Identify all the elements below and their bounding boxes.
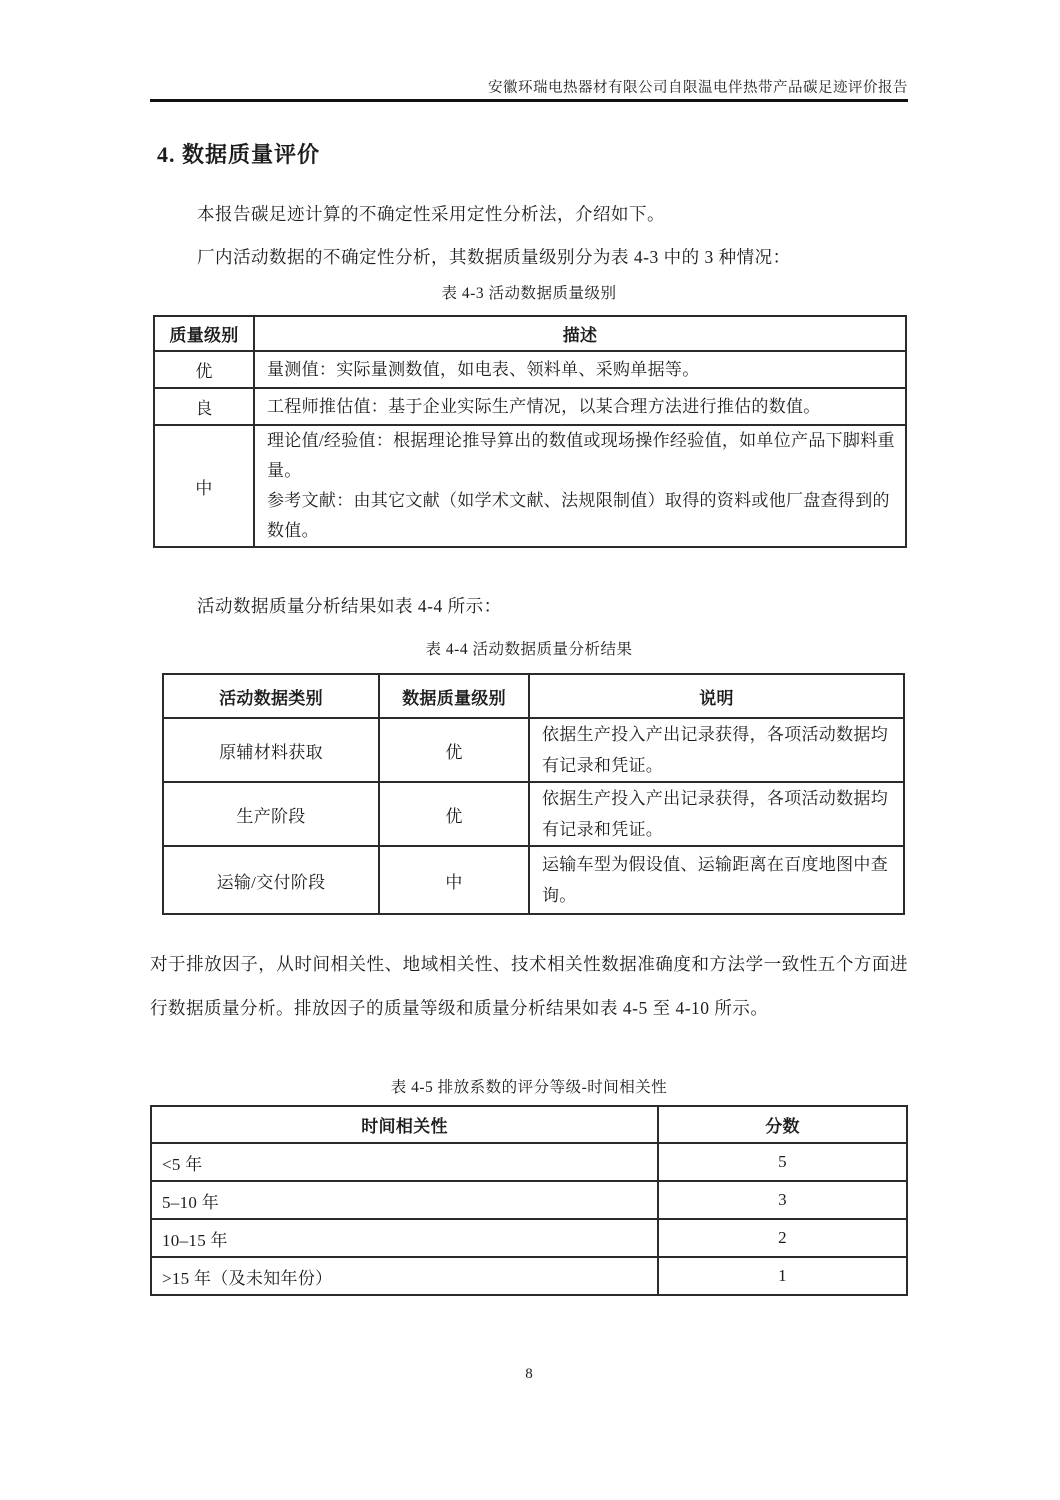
t45-range-cell: 5–10 年 xyxy=(151,1181,658,1219)
table-row xyxy=(151,1143,907,1181)
table-row xyxy=(154,425,906,547)
paragraph-analysis-result: 活动数据质量分析结果如表 4-4 所示： xyxy=(197,596,502,616)
t44-header-note: 说明 xyxy=(529,674,904,718)
table-4-5-caption: 表 4-5 排放系数的评分等级-时间相关性 xyxy=(390,1079,668,1096)
t45-score-cell: 3 xyxy=(658,1181,907,1219)
t43-desc-cell: 工程师推估值：基于企业实际生产情况，以某合理方法进行推估的数值。 xyxy=(254,388,906,425)
table-row xyxy=(163,718,904,782)
section-heading: 4. 数据质量评价 xyxy=(157,142,321,167)
t44-level-cell: 中 xyxy=(379,846,529,914)
table-4-4-header-row xyxy=(163,674,904,718)
t44-header-category: 活动数据类别 xyxy=(163,674,379,718)
page-number: 8 xyxy=(525,1366,533,1382)
table-4-5-header-row xyxy=(151,1106,907,1143)
running-header: 安徽环瑞电热器材有限公司自限温电伴热带产品碳足迹评价报告 xyxy=(488,80,908,96)
t45-range-cell: >15 年（及未知年份） xyxy=(151,1257,658,1295)
t43-desc-line2: 参考文献：由其它文献（如学术文献、法规限制值）取得的资料或他厂盘查得到的数值。 xyxy=(267,491,890,540)
table-row xyxy=(163,846,904,914)
table-4-4-caption: 表 4-4 活动数据质量分析结果 xyxy=(425,641,633,658)
table-row xyxy=(151,1219,907,1257)
t43-header-desc: 描述 xyxy=(254,316,906,351)
t43-level-cell: 中 xyxy=(154,425,254,547)
t43-desc-line1: 理论值/经验值：根据理论推导算出的数值或现场操作经验值，如单位产品下脚料重量。 xyxy=(267,431,895,480)
table-row xyxy=(151,1181,907,1219)
t44-level-cell: 优 xyxy=(379,718,529,782)
table-row xyxy=(151,1257,907,1295)
t43-desc-cell: 量测值：实际量测数值，如电表、领料单、采购单据等。 xyxy=(254,351,906,388)
header-divider xyxy=(150,99,908,102)
t44-category-cell: 原辅材料获取 xyxy=(163,718,379,782)
table-4-3-caption: 表 4-3 活动数据质量级别 xyxy=(441,285,617,302)
table-4-3 xyxy=(153,315,907,548)
t44-note-cell: 运输车型为假设值、运输距离在百度地图中查询。 xyxy=(529,846,904,914)
table-4-5 xyxy=(150,1105,908,1296)
t45-header-score: 分数 xyxy=(658,1106,907,1143)
t43-header-level: 质量级别 xyxy=(154,316,254,351)
t44-note-cell: 依据生产投入产出记录获得，各项活动数据均有记录和凭证。 xyxy=(529,782,904,846)
paragraph-emission-factor: 对于排放因子，从时间相关性、地域相关性、技术相关性数据准确度和方法学一致性五个方面进行数据质量分析。排放因子的质量等级和质量分析结果如表 4-5 至 4-10 所示。 xyxy=(150,954,908,1018)
t43-level-cell: 良 xyxy=(154,388,254,425)
t43-level-cell: 优 xyxy=(154,351,254,388)
table-row xyxy=(163,782,904,846)
t43-desc-cell xyxy=(254,425,906,547)
table-row xyxy=(154,351,906,388)
t44-header-level: 数据质量级别 xyxy=(379,674,529,718)
t44-category-cell: 运输/交付阶段 xyxy=(163,846,379,914)
paragraph-intro: 本报告碳足迹计算的不确定性采用定性分析法，介绍如下。 xyxy=(197,204,665,224)
t45-score-cell: 1 xyxy=(658,1257,907,1295)
t45-range-cell: <5 年 xyxy=(151,1143,658,1181)
t44-category-cell: 生产阶段 xyxy=(163,782,379,846)
t44-note-cell: 依据生产投入产出记录获得，各项活动数据均有记录和凭证。 xyxy=(529,718,904,782)
t45-score-cell: 2 xyxy=(658,1219,907,1257)
t45-score-cell: 5 xyxy=(658,1143,907,1181)
table-4-3-header-row xyxy=(154,316,906,351)
paragraph-activity-data: 厂内活动数据的不确定性分析，其数据质量级别分为表 4-3 中的 3 种情况： xyxy=(197,247,791,267)
t44-level-cell: 优 xyxy=(379,782,529,846)
table-4-4 xyxy=(162,673,905,915)
table-row xyxy=(154,388,906,425)
t45-header-range: 时间相关性 xyxy=(151,1106,658,1143)
t45-range-cell: 10–15 年 xyxy=(151,1219,658,1257)
